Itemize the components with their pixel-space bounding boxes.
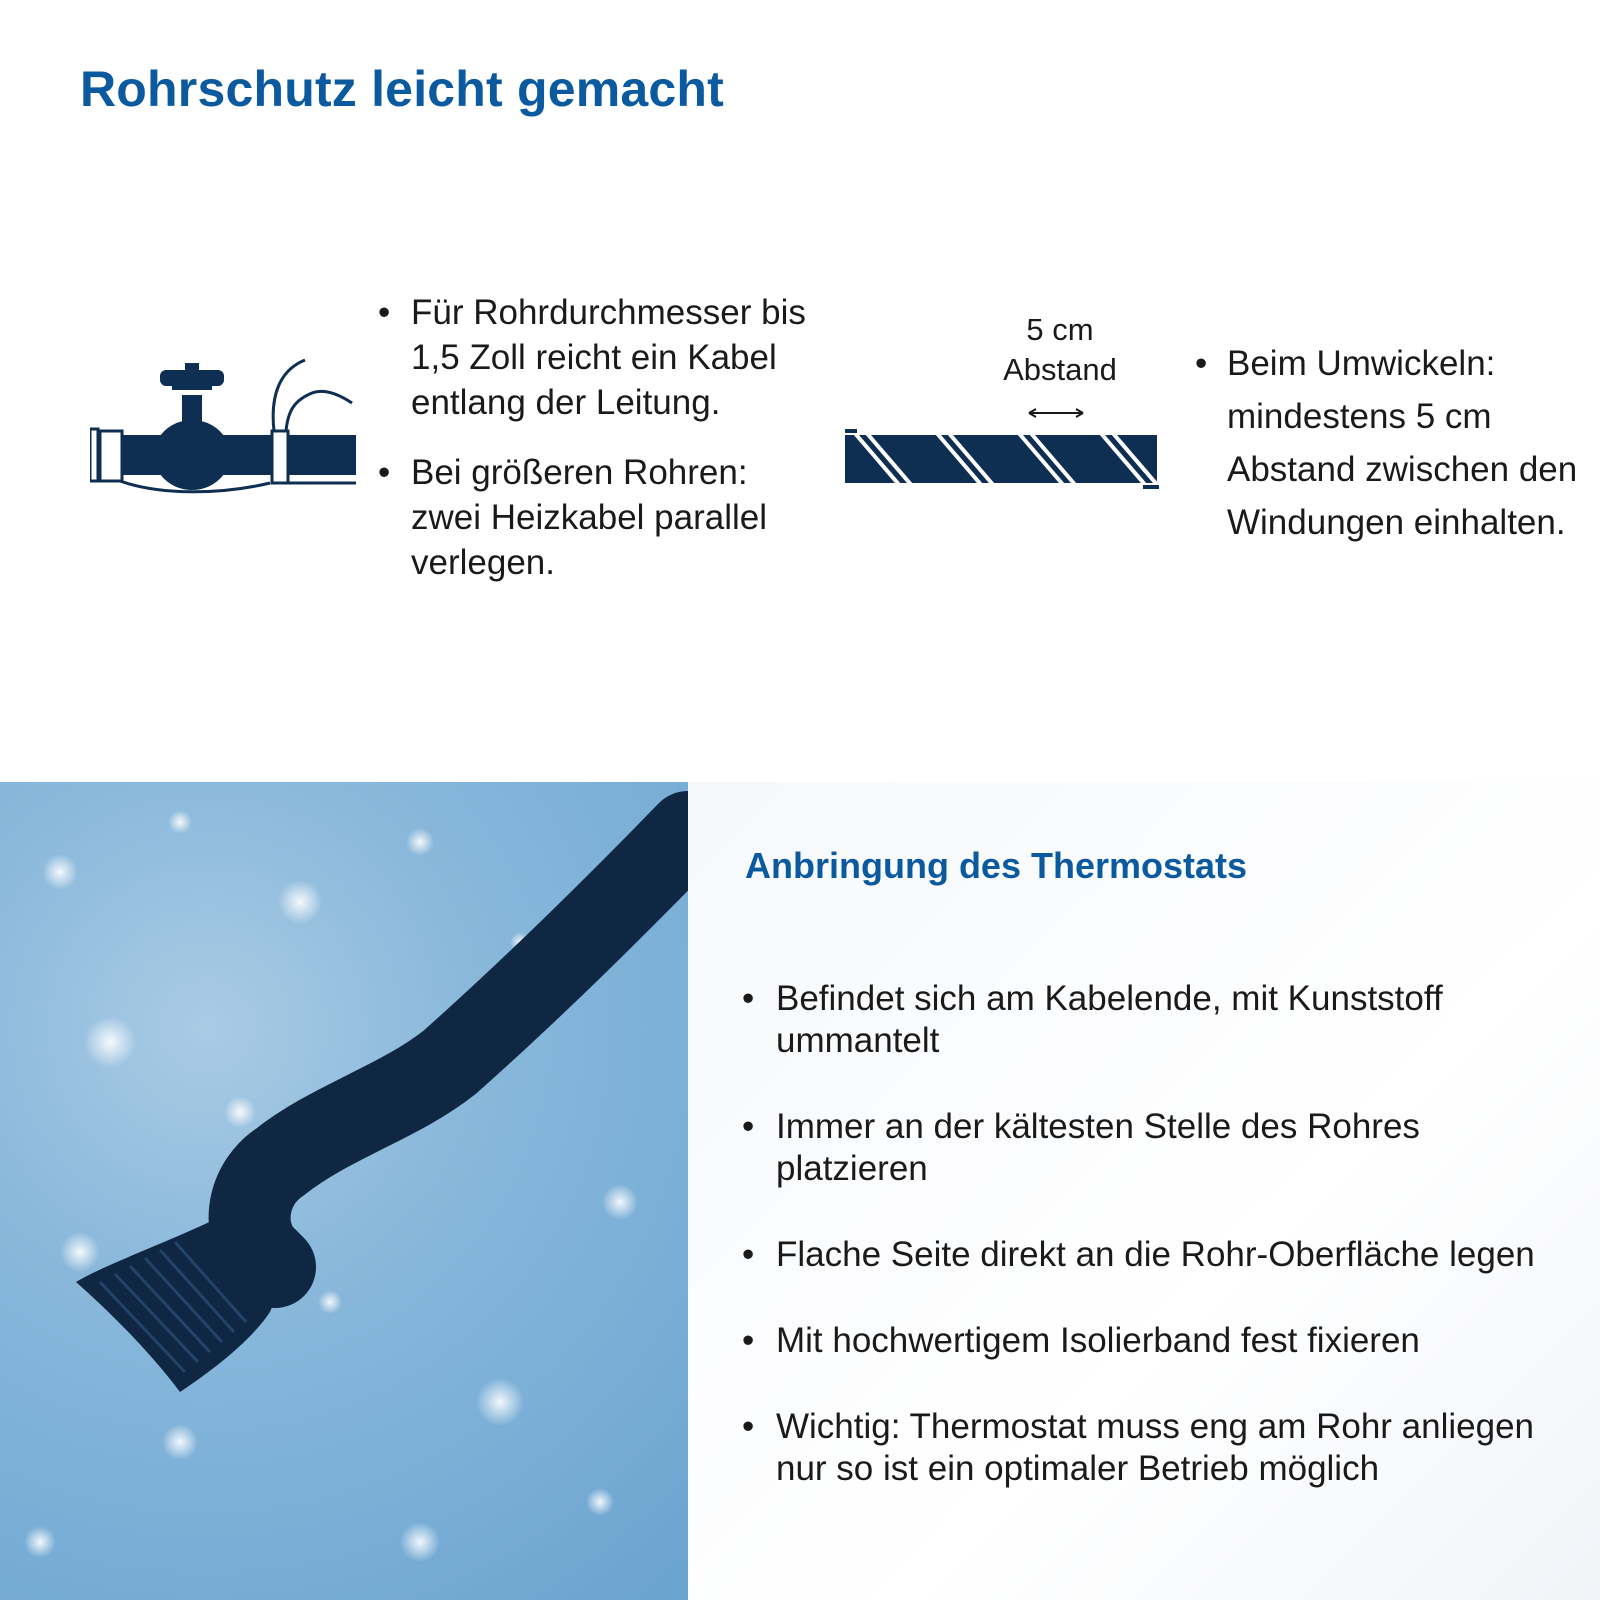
list-item: • Wichtig: Thermostat muss eng am Rohr anliegen nur so ist ein optimaler Betrieb möglich [742,1406,1572,1490]
thermostat-bullet-list [742,978,1572,1534]
list-item: • Bei größeren Rohren: zwei Heizkabel parallel verlegen. [378,450,818,585]
cable-wrap-icon [843,405,1159,495]
pipe-bullet-list [378,290,818,610]
list-item: • Beim Umwickeln: mindestens 5 cm Abstand zwischen den Windungen einhalten. [1195,337,1595,549]
list-item: • Mit hochwertigem Isolierband fest fixieren [742,1320,1572,1362]
thermostat-photo [0,782,688,1600]
page-title: Rohrschutz leicht gemacht [80,61,724,117]
spacing-label [985,310,1135,390]
spacing-label-value: 5 cm [1026,312,1094,347]
list-item: • Befindet sich am Kabelende, mit Kunststoff ummantelt [742,978,1572,1062]
section-title: Anbringung des Thermostats [745,845,1248,886]
list-item: • Für Rohrdurchmesser bis 1,5 Zoll reicht ein Kabel entlang der Leitung. [378,290,818,425]
pipe-valve-icon [90,355,360,505]
double-arrow-icon [1029,409,1083,417]
thermostat-cable-image [0,782,688,1600]
wrap-bullet-list [1195,337,1595,549]
list-item: • Flache Seite direkt an die Rohr-Oberfläche legen [742,1234,1572,1276]
list-item: • Immer an der kältesten Stelle des Rohres platzieren [742,1106,1572,1190]
spacing-label-text: Abstand [1003,352,1117,387]
